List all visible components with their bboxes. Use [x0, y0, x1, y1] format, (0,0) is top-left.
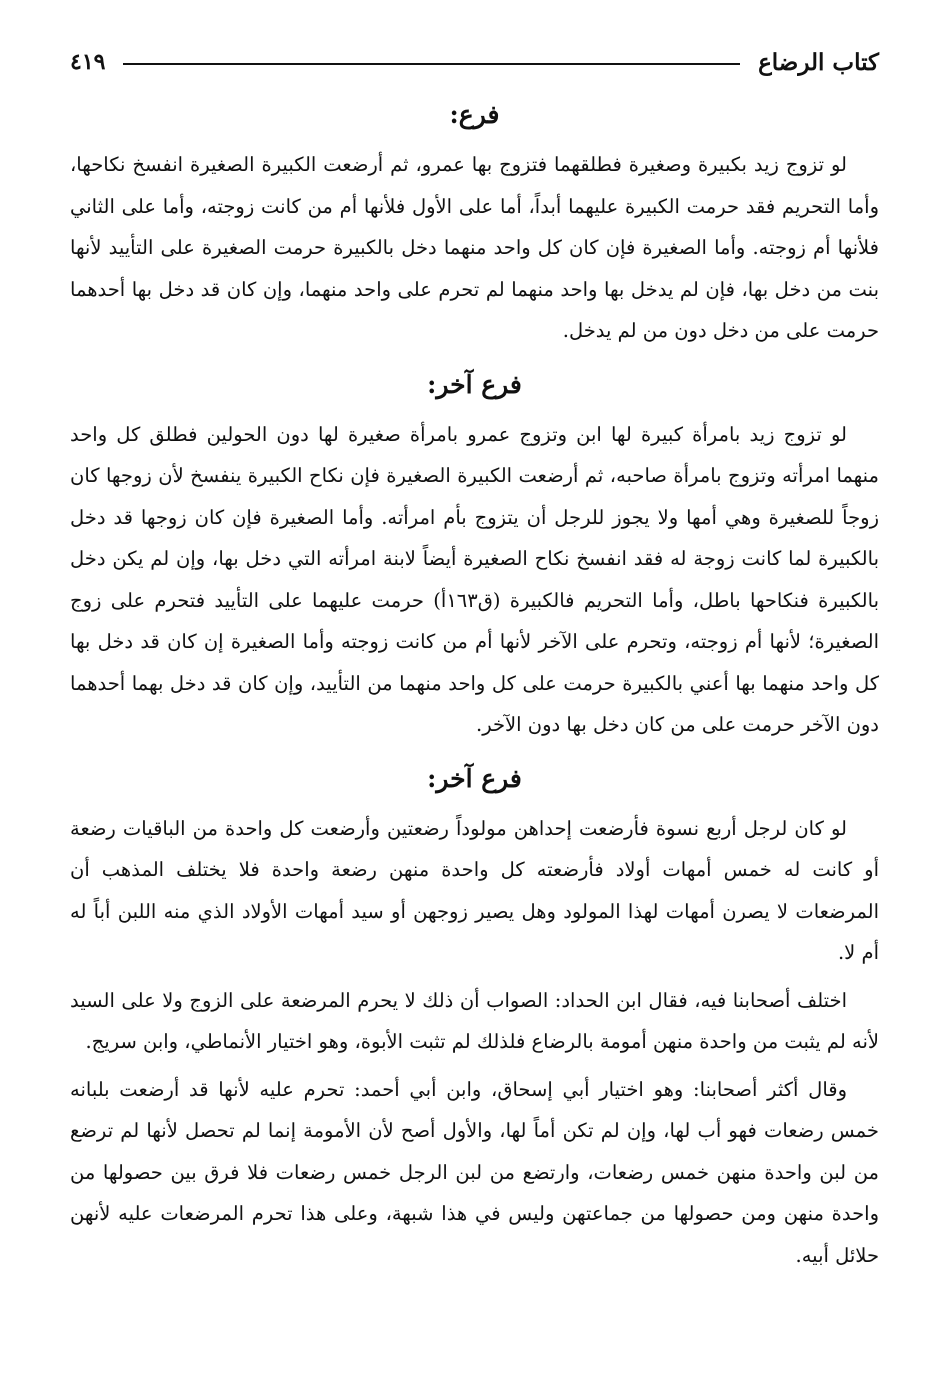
- section-heading: فرع:: [449, 100, 500, 129]
- section-3: [70, 756, 879, 1277]
- section-gap: [70, 352, 879, 362]
- running-header: [70, 40, 879, 84]
- paragraph: لو تزوج زيد بكبيرة وصغيرة فطلقهما فتزوج بها عمرو، ثم أرضعت الكبيرة الصغيرة انفسخ نكاحها، وأما التحريم فقد حرمت الكبيرة عليهما أبداً، أما على الأول فلأنها أم من كانت زوجته، وأما على الثاني فلأنها أم زوجته. وأما الصغيرة فإن كان كل واحد منهما دخل بالكبيرة حرمت الصغيرة على التأييد لأنها بنت من دخل بها، فإن لم يدخل بها واحد منهما لم تحرم على واحد منهما، وإن كان قد دخل بها أحدهما حرمت على من دخل دون من لم يدخل.: [70, 153, 879, 342]
- section-heading: فرع آخر:: [427, 369, 522, 399]
- page-number: ٤١٩: [70, 49, 106, 75]
- paragraph: لو كان لرجل أربع نسوة فأرضعت إحداهن مولوداً رضعتين وأرضعت كل واحدة من الباقيات رضعة أو كانت له خمس أمهات أولاد فأرضعته كل واحدة منهن رضعة واحدة فلا يختلف المذهب أن المرضعات لا يصرن أمهات لهذا المولود وهل يصير زوجهن أو سيد أمهات الأولاد الذي منه اللبن أباً له أم لا.: [70, 816, 879, 964]
- section-gap: [70, 746, 879, 756]
- paragraph: وقال أكثر أصحابنا: وهو اختيار أبي إسحاق، وابن أبي أحمد: تحرم عليه لأنها قد أرضعت بلبانه خمس رضعات فهو أب لها، وإن لم تكن أماً لها، والأول أصح لأن الأمومة إنما لم تحصل لأنها لم ترضع من لبن واحدة منهن خمس رضعات، وارتضع من لبن الرجل خمس رضعات فلا فرق بين حصولها من واحدة منهن ومن حصولها من جماعتهن وليس في هذا شبهة، وعلى هذا تحرم المرضعات عليه لأنهن حلائل أبيه.: [70, 1077, 879, 1267]
- section-heading: فرع آخر:: [427, 763, 522, 793]
- book-title: كتاب الرضاع: [758, 48, 879, 76]
- header-rule: [123, 63, 740, 65]
- section-2: [70, 362, 879, 746]
- paragraph: اختلف أصحابنا فيه، فقال ابن الحداد: الصواب أن ذلك لا يحرم المرضعة على الزوج ولا على السيد لأنه لم يثبت من واحدة منهن أمومة بالرضاع فلذلك لم تثبت الأبوة، وهو اختيار الأنماطي، وابن سريج.: [70, 988, 879, 1053]
- paragraph: لو تزوج زيد بامرأة كبيرة لها ابن وتزوج عمرو بامرأة صغيرة لها دون الحولين فطلق كل واحد منهما امرأته وتزوج بامرأة صاحبه، ثم أرضعت الكبيرة الصغيرة فإن نكاح الكبيرة ينفسخ لأن زوجها كان زوجاً للصغيرة وهي أمها ولا يجوز للرجل أن يتزوج بأم امرأته. وأما الصغيرة فإن كان زوجها قد دخل بالكبيرة لما كانت زوجة له فقد انفسخ نكاح الصغيرة أيضاً لابنة امرأته التي دخل بها، وإن لم يكن دخل بالكبيرة فنكاحها باطل، وأما التحريم فالكبيرة (ق١٦٣أ) حرمت عليهما على التأييد فتحرم على زوج الصغيرة؛ لأنها أم زوجته، وتحرم على الآخر لأنها أم من كانت زوجته وأما الصغيرة إن كان قد دخل بها كل واحد منهما بها أعني بالكبيرة حرمت على كل واحد منهما من التأييد، وإن كان قد دخل بهما أحدهما دون الآخر حرمت على من كان دخل بها دون الآخر.: [70, 422, 879, 736]
- section-1: [70, 92, 879, 352]
